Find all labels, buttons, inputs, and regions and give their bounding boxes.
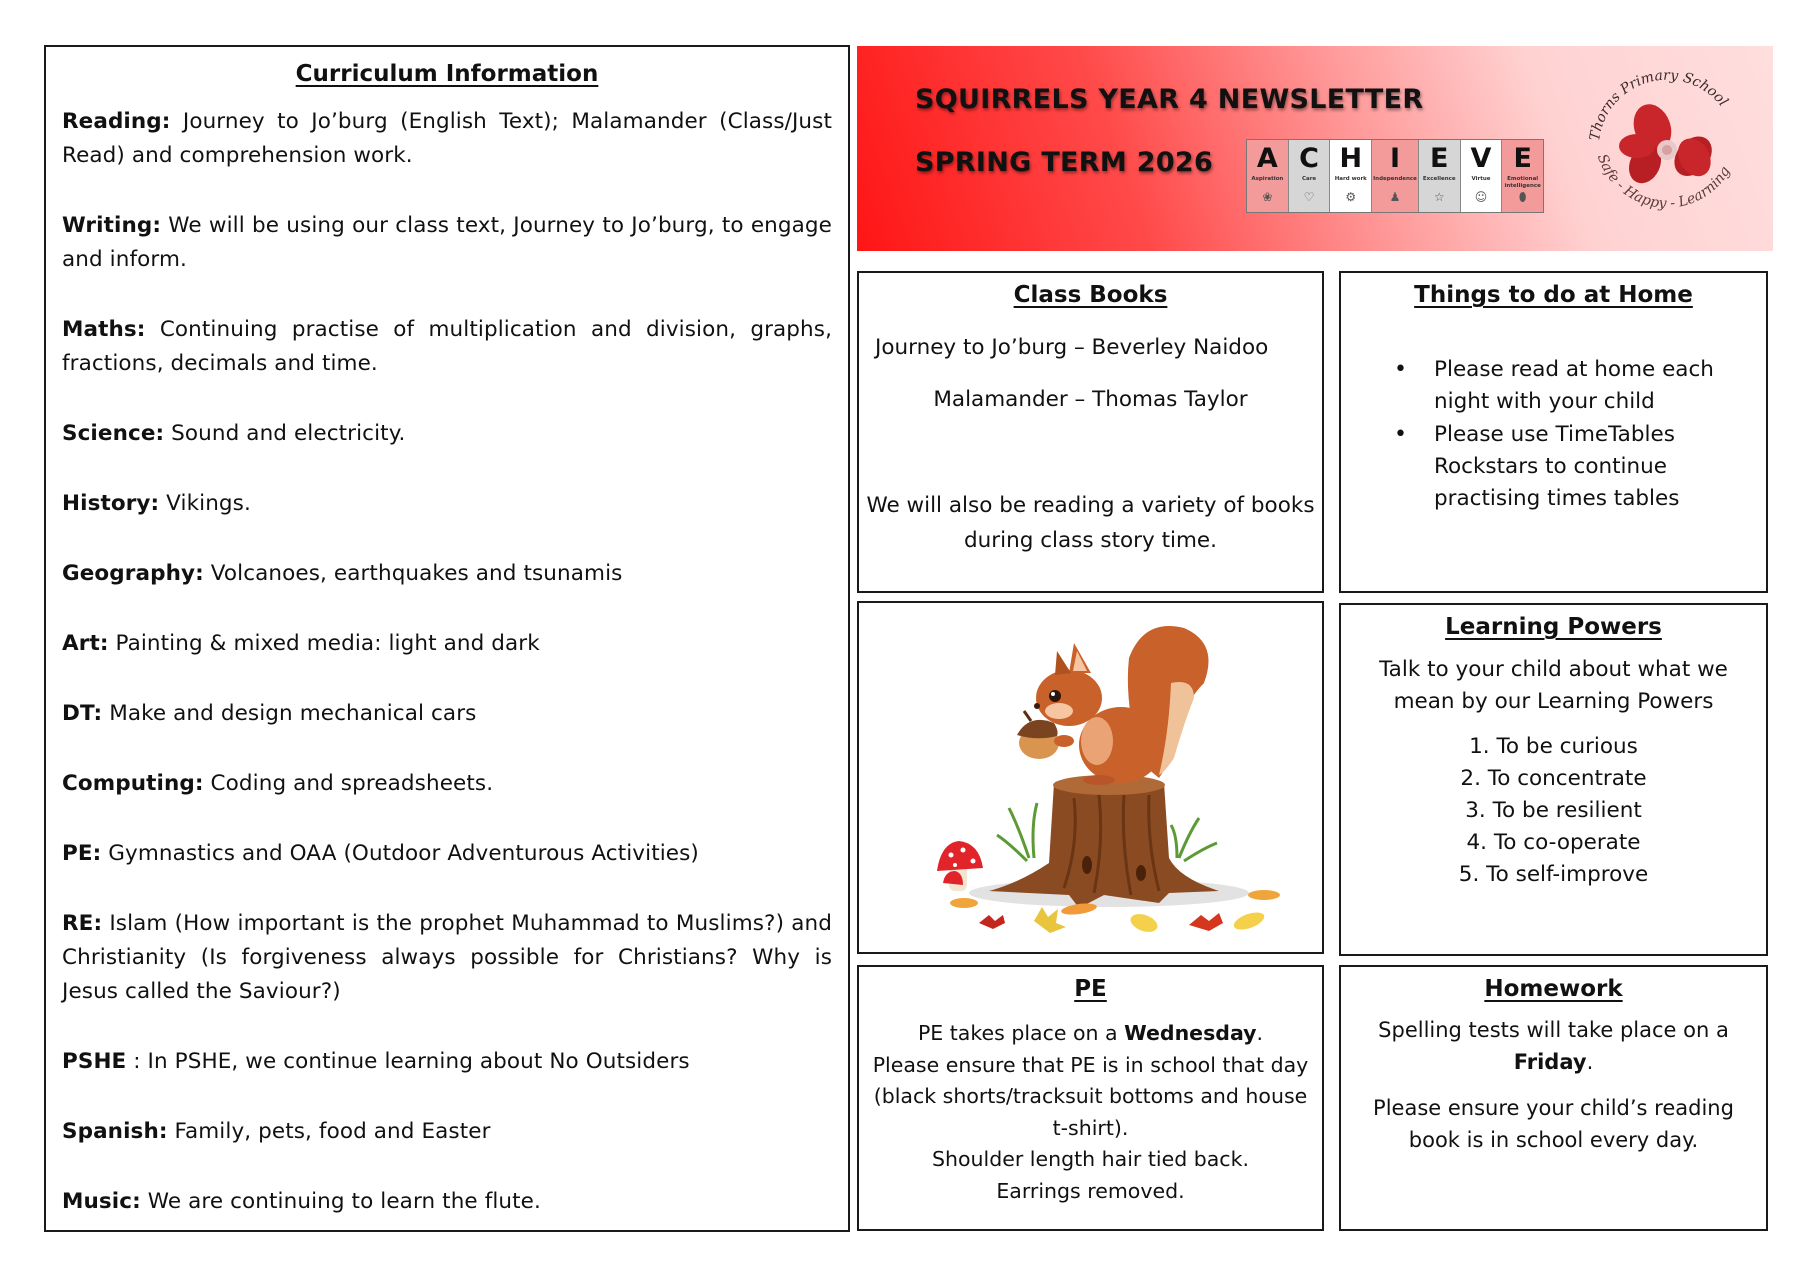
subject-item bbox=[62, 837, 832, 871]
achieve-cell bbox=[1289, 140, 1331, 212]
homework-details bbox=[1341, 1014, 1766, 1156]
subject-item bbox=[62, 1115, 832, 1149]
achieve-cell bbox=[1502, 140, 1543, 212]
book-item: Malamander – Thomas Taylor bbox=[933, 387, 1248, 412]
person-arms-up-icon: ♟ bbox=[1389, 190, 1401, 204]
achieve-letter: A bbox=[1256, 143, 1278, 174]
subject-item bbox=[62, 417, 832, 451]
subject-label: PSHE bbox=[62, 1049, 127, 1074]
subject-description: : In PSHE, we continue learning about No Outsiders bbox=[133, 1049, 690, 1074]
squirrel-illustration-panel bbox=[857, 601, 1324, 954]
pe-details bbox=[859, 1018, 1322, 1207]
home-task-item: • Please use TimeTables Rockstars to continue practising times tables bbox=[1434, 419, 1766, 515]
subject-description: Family, pets, food and Easter bbox=[174, 1119, 491, 1144]
newsletter-title: SQUIRRELS YEAR 4 NEWSLETTER bbox=[915, 84, 1424, 115]
achieve-letter: I bbox=[1389, 143, 1401, 174]
pe-day-suffix: . bbox=[1256, 1021, 1264, 1045]
subject-item bbox=[62, 1045, 832, 1079]
home-tasks-list bbox=[1341, 354, 1766, 515]
homework-panel bbox=[1339, 965, 1768, 1231]
person-reaching-icon: ❀ bbox=[1262, 190, 1273, 204]
achieve-cell bbox=[1372, 140, 1419, 212]
subject-item bbox=[62, 697, 832, 731]
subject-label: Music: bbox=[62, 1189, 141, 1214]
subject-item bbox=[62, 557, 832, 591]
subject-description: Volcanoes, earthquakes and tsunamis bbox=[210, 561, 623, 586]
achieve-word: Emotional intelligence bbox=[1504, 176, 1541, 189]
spelling-day: Friday bbox=[1513, 1050, 1587, 1074]
subject-item bbox=[62, 767, 832, 801]
subject-label: PE: bbox=[62, 841, 102, 866]
home-task-item: • Please read at home each night with your child bbox=[1434, 354, 1766, 418]
caring-hands-icon: ♡ bbox=[1303, 190, 1315, 204]
learning-powers-panel bbox=[1339, 603, 1768, 956]
subject-label: Geography: bbox=[62, 561, 204, 586]
achieve-letter: H bbox=[1339, 143, 1363, 174]
subject-label: Maths: bbox=[62, 317, 146, 342]
learning-power-item: 4. To co-operate bbox=[1466, 830, 1641, 855]
subject-label: Computing: bbox=[62, 771, 204, 796]
achieve-word: Virtue bbox=[1471, 176, 1491, 182]
achieve-word: Hard work bbox=[1334, 176, 1367, 182]
subject-label: RE: bbox=[62, 911, 103, 936]
subject-item bbox=[62, 907, 832, 1009]
mushroom-icon bbox=[937, 841, 983, 891]
subject-description: Coding and spreadsheets. bbox=[210, 771, 494, 796]
subject-description: Gymnastics and OAA (Outdoor Adventurous Activities) bbox=[108, 841, 699, 866]
subject-item bbox=[62, 209, 832, 277]
curriculum-title: Curriculum Information bbox=[295, 61, 599, 87]
subject-description: Continuing practise of multiplication and division, graphs, fractions, decimals and time. bbox=[62, 317, 833, 376]
term-label: SPRING TERM 2026 bbox=[915, 147, 1214, 178]
achieve-letter: E bbox=[1513, 143, 1532, 174]
subject-label: Science: bbox=[62, 421, 165, 446]
achieve-cell bbox=[1330, 140, 1372, 212]
learning-power-item: 2. To concentrate bbox=[1460, 766, 1647, 791]
gear-head-icon: ⚙ bbox=[1345, 190, 1357, 204]
pe-day: Wednesday bbox=[1124, 1021, 1257, 1045]
learning-powers-intro: Talk to your child about what we mean by our Learning Powers bbox=[1379, 657, 1728, 714]
subject-item bbox=[62, 627, 832, 661]
subject-label: Reading: bbox=[62, 109, 171, 134]
subject-item bbox=[62, 487, 832, 521]
rose-flower-icon bbox=[1619, 99, 1719, 189]
school-name-text: Thorns Primary School bbox=[1587, 67, 1731, 142]
pe-panel bbox=[857, 965, 1324, 1231]
face-icon: ☺ bbox=[1474, 190, 1488, 204]
subject-item bbox=[62, 105, 832, 173]
subject-item bbox=[62, 313, 832, 381]
pe-kit-line: Please ensure that PE is in school that day (black shorts/tracksuit bottoms and house t-shirt). bbox=[872, 1052, 1309, 1140]
pe-day-prefix: PE takes place on a bbox=[917, 1021, 1125, 1045]
learning-power-item: 5. To self-improve bbox=[1458, 862, 1649, 887]
school-motto-text: Safe - Happy - Learning bbox=[1593, 151, 1734, 212]
school-logo bbox=[1577, 62, 1755, 234]
achieve-word: Aspiration bbox=[1251, 176, 1284, 182]
spelling-prefix: Spelling tests will take place on a bbox=[1378, 1018, 1729, 1042]
learning-powers-list bbox=[1341, 731, 1766, 891]
achieve-word: Independence bbox=[1373, 176, 1417, 182]
subject-description: We are continuing to learn the flute. bbox=[147, 1189, 541, 1214]
svg-text:Safe - Happy - Learning bbox=[1594, 152, 1734, 212]
learning-powers-title: Learning Powers bbox=[1445, 614, 1662, 640]
book-item: Journey to Jo’burg – Beverley Naidoo bbox=[875, 335, 1269, 360]
learning-power-item: 3. To be resilient bbox=[1465, 798, 1642, 823]
achieve-letter: C bbox=[1299, 143, 1319, 174]
achieve-values-strip bbox=[1246, 139, 1544, 213]
pe-day-line bbox=[869, 1018, 1312, 1050]
class-books-note: We will also be reading a variety of books during class story time. bbox=[866, 493, 1315, 553]
subject-description: We will be using our class text, Journey to Jo’burg, to engage and inform. bbox=[62, 213, 833, 272]
class-books-title: Class Books bbox=[1013, 282, 1168, 308]
achieve-cell bbox=[1461, 140, 1503, 212]
subject-description: Islam (How important is the prophet Muhammad to Muslims?) and Christianity (Is forgiveness always possible for Christians? Why is Jesus called the Saviour?) bbox=[62, 911, 832, 1004]
learning-power-item: 1. To be curious bbox=[1469, 734, 1638, 759]
achieve-word: Care bbox=[1301, 176, 1317, 182]
brain-icon: ⬮ bbox=[1518, 190, 1527, 204]
home-tasks-title: Things to do at Home bbox=[1414, 282, 1693, 308]
spelling-test-line bbox=[1363, 1014, 1744, 1078]
subject-label: Spanish: bbox=[62, 1119, 168, 1144]
subject-label: DT: bbox=[62, 701, 103, 726]
class-books-panel bbox=[857, 271, 1324, 593]
homework-title: Homework bbox=[1484, 976, 1623, 1002]
subject-description: Vikings. bbox=[166, 491, 251, 516]
achieve-letter: V bbox=[1470, 143, 1492, 174]
pe-earrings-line: Earrings removed. bbox=[996, 1178, 1185, 1203]
pe-title: PE bbox=[1074, 976, 1107, 1002]
reading-book-line: Please ensure your child’s reading book is in school every day. bbox=[1373, 1096, 1734, 1152]
subject-description: Make and design mechanical cars bbox=[109, 701, 477, 726]
newsletter-banner bbox=[857, 46, 1773, 251]
spelling-suffix: . bbox=[1586, 1050, 1594, 1074]
subject-description: Sound and electricity. bbox=[171, 421, 406, 446]
subject-description: Painting & mixed media: light and dark bbox=[115, 631, 540, 656]
subject-label: History: bbox=[62, 491, 160, 516]
curriculum-panel bbox=[44, 45, 850, 1232]
achieve-cell bbox=[1419, 140, 1461, 212]
squirrel-illustration bbox=[859, 603, 1322, 952]
home-tasks-panel bbox=[1339, 271, 1768, 593]
pe-hair-line: Shoulder length hair tied back. bbox=[932, 1147, 1249, 1171]
subject-item bbox=[62, 1185, 832, 1219]
subject-label: Art: bbox=[62, 631, 109, 656]
subject-label: Writing: bbox=[62, 213, 162, 238]
squirrel-icon bbox=[1034, 626, 1209, 785]
achieve-word: Excellence bbox=[1422, 176, 1456, 182]
achieve-cell bbox=[1247, 140, 1289, 212]
star-hand-icon: ☆ bbox=[1433, 190, 1445, 204]
subject-list bbox=[62, 105, 832, 1219]
subject-description: Journey to Jo’burg (English Text); Malamander (Class/Just Read) and comprehension work. bbox=[62, 109, 832, 168]
achieve-letter: E bbox=[1430, 143, 1449, 174]
